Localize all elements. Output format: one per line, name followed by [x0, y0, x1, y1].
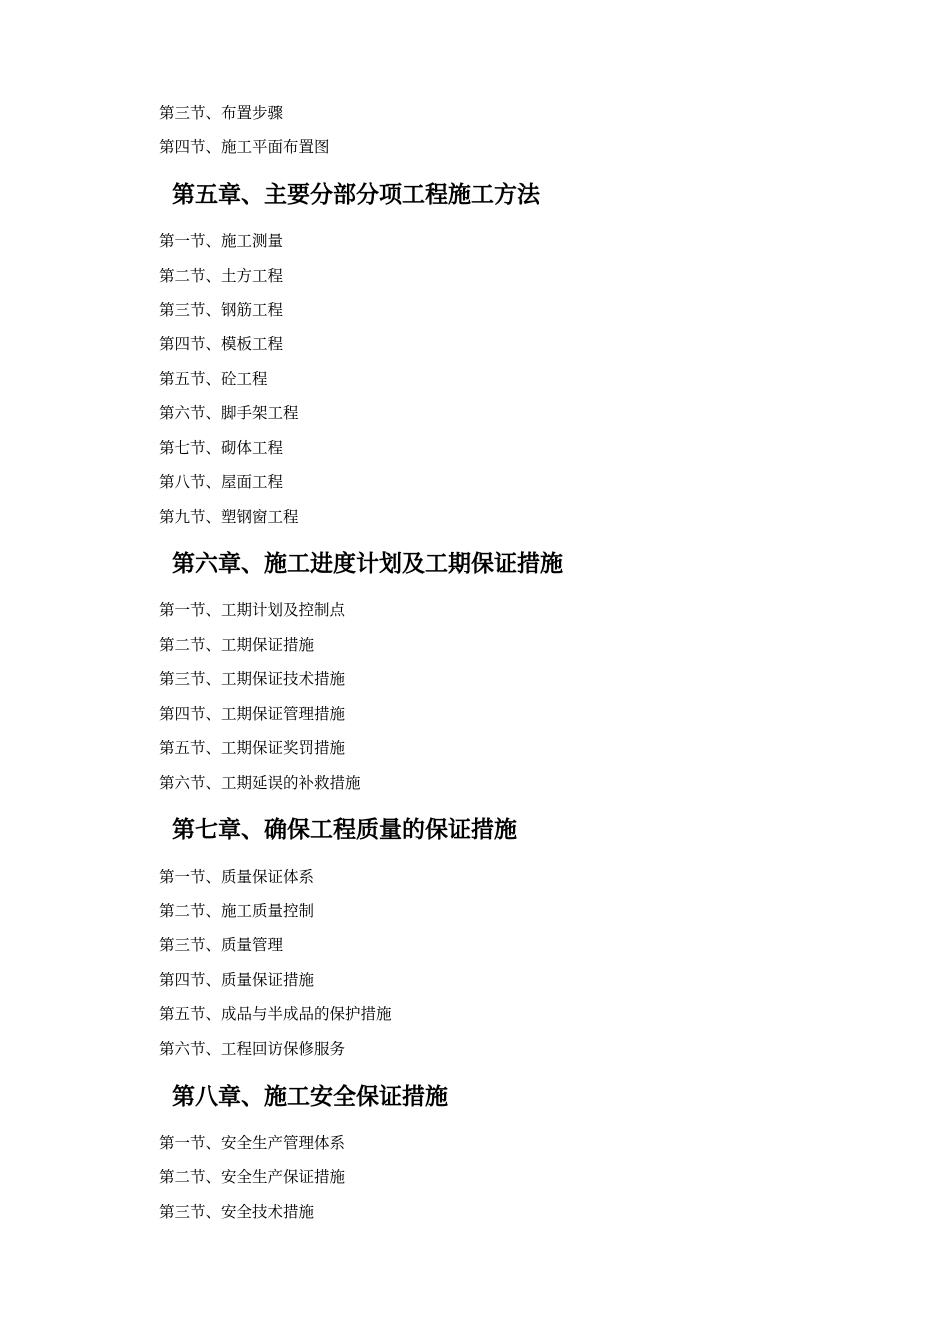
- toc-section-item: 第三节、安全技术措施: [159, 1203, 315, 1221]
- toc-chapter-heading: 第八章、施工安全保证措施: [172, 1084, 448, 1110]
- toc-section-item: 第三节、钢筋工程: [159, 301, 284, 319]
- toc-section-item: 第五节、砼工程: [159, 370, 268, 388]
- toc-section-item: 第五节、工期保证奖罚措施: [159, 739, 346, 757]
- toc-chapter-heading: 第六章、施工进度计划及工期保证措施: [172, 551, 563, 577]
- toc-section-item: 第三节、工期保证技术措施: [159, 670, 346, 688]
- toc-section-item: 第七节、砌体工程: [159, 439, 284, 457]
- toc-section-item: 第四节、模板工程: [159, 335, 284, 353]
- toc-section-item: 第二节、施工质量控制: [159, 902, 315, 920]
- toc-section-item: 第五节、成品与半成品的保护措施: [159, 1005, 392, 1023]
- toc-section-item: 第一节、质量保证体系: [159, 868, 315, 886]
- toc-section-item: 第四节、工期保证管理措施: [159, 705, 346, 723]
- toc-section-item: 第二节、工期保证措施: [159, 636, 315, 654]
- toc-section-item: 第六节、脚手架工程: [159, 404, 299, 422]
- toc-chapter-heading: 第七章、确保工程质量的保证措施: [172, 817, 517, 843]
- toc-section-item: 第三节、质量管理: [159, 936, 284, 954]
- toc-section-item: 第二节、土方工程: [159, 267, 284, 285]
- toc-section-item: 第六节、工程回访保修服务: [159, 1040, 346, 1058]
- toc-section-item: 第四节、施工平面布置图: [159, 138, 330, 156]
- toc-section-item: 第四节、质量保证措施: [159, 971, 315, 989]
- toc-section-item: 第八节、屋面工程: [159, 473, 284, 491]
- toc-section-item: 第三节、布置步骤: [159, 104, 284, 122]
- toc-section-item: 第二节、安全生产保证措施: [159, 1168, 346, 1186]
- toc-section-item: 第一节、安全生产管理体系: [159, 1134, 346, 1152]
- toc-section-item: 第一节、工期计划及控制点: [159, 601, 346, 619]
- toc-section-item: 第九节、塑钢窗工程: [159, 508, 299, 526]
- toc-section-item: 第一节、施工测量: [159, 232, 284, 250]
- toc-chapter-heading: 第五章、主要分部分项工程施工方法: [172, 182, 540, 208]
- toc-section-item: 第六节、工期延误的补救措施: [159, 774, 361, 792]
